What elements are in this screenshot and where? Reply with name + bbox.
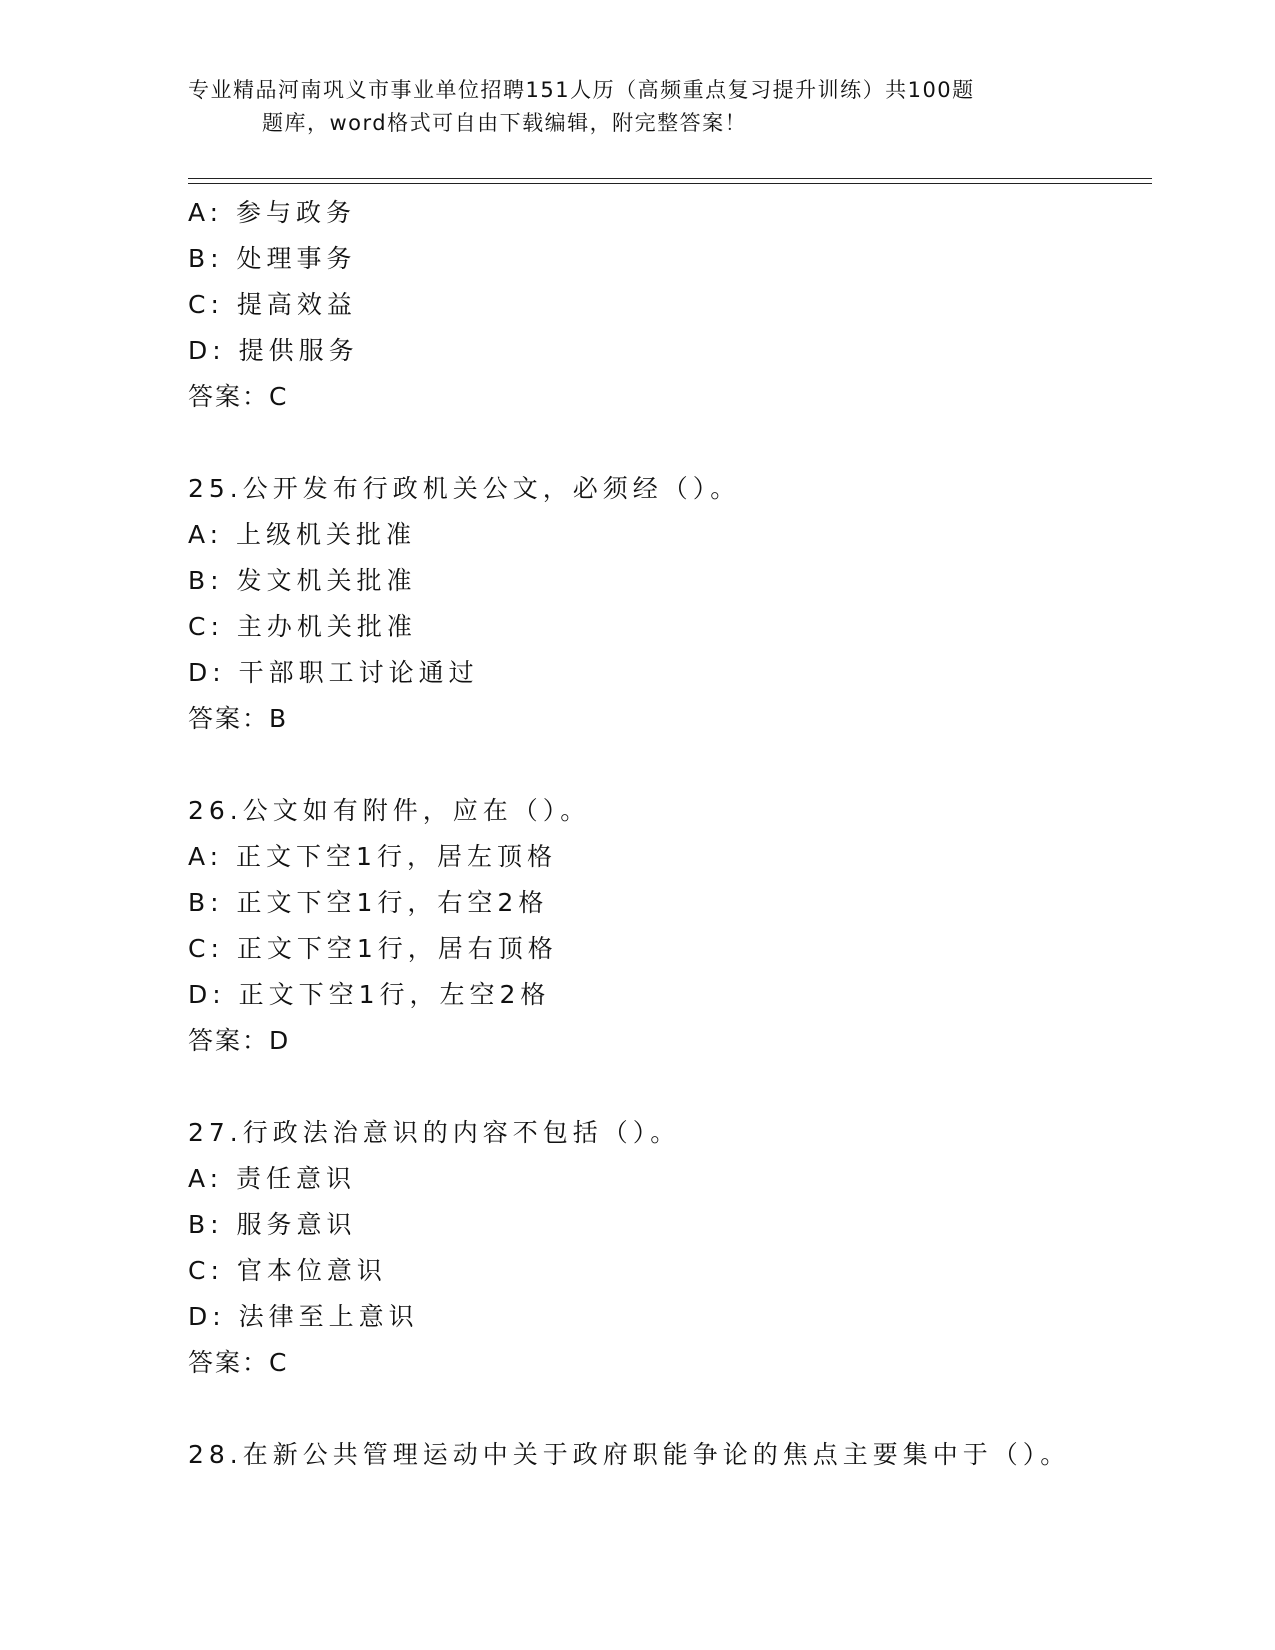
spacer	[188, 1386, 1152, 1432]
option-c: C: 提高效益	[188, 290, 357, 319]
header-divider-top	[188, 178, 1152, 179]
question-block-prev	[188, 190, 1152, 420]
header-title-line2: 题库，word格式可自由下载编辑，附完整答案！	[262, 111, 748, 135]
option-d: D: 提供服务	[188, 336, 359, 365]
document-header	[188, 74, 1068, 140]
option-d: D: 干部职工讨论通过	[188, 658, 479, 687]
answer-line: 答案：D	[188, 1026, 291, 1055]
option-c: C: 官本位意识	[188, 1256, 387, 1285]
spacer	[188, 420, 1152, 466]
option-a: A: 参与政务	[188, 198, 357, 227]
answer-line: 答案：B	[188, 704, 289, 733]
option-b: B: 发文机关批准	[188, 566, 417, 595]
option-a: A: 正文下空1行，居左顶格	[188, 842, 557, 871]
option-b: B: 处理事务	[188, 244, 357, 273]
question-text: 26.公文如有附件，应在（）。	[188, 796, 591, 825]
option-c: C: 主办机关批准	[188, 612, 417, 641]
header-divider-bottom	[188, 183, 1152, 184]
answer-line: 答案：C	[188, 1348, 289, 1377]
header-title-line1: 专业精品河南巩义市事业单位招聘151人历（高频重点复习提升训练）共100题	[188, 78, 975, 102]
option-c: C: 正文下空1行，居右顶格	[188, 934, 558, 963]
question-text: 27.行政法治意识的内容不包括（）。	[188, 1118, 681, 1147]
spacer	[188, 742, 1152, 788]
question-block-27	[188, 1110, 1152, 1386]
question-block-28	[188, 1432, 1152, 1478]
question-list	[188, 190, 1152, 1478]
option-d: D: 法律至上意识	[188, 1302, 419, 1331]
question-text: 25.公开发布行政机关公文，必须经（）。	[188, 474, 741, 503]
option-b: B: 正文下空1行，右空2格	[188, 888, 549, 917]
question-block-25	[188, 466, 1152, 742]
option-a: A: 责任意识	[188, 1164, 357, 1193]
option-a: A: 上级机关批准	[188, 520, 417, 549]
question-block-26	[188, 788, 1152, 1064]
answer-line: 答案：C	[188, 382, 289, 411]
spacer	[188, 1064, 1152, 1110]
question-text: 28.在新公共管理运动中关于政府职能争论的焦点主要集中于（）。	[188, 1440, 1071, 1469]
option-b: B: 服务意识	[188, 1210, 357, 1239]
option-d: D: 正文下空1行，左空2格	[188, 980, 551, 1009]
